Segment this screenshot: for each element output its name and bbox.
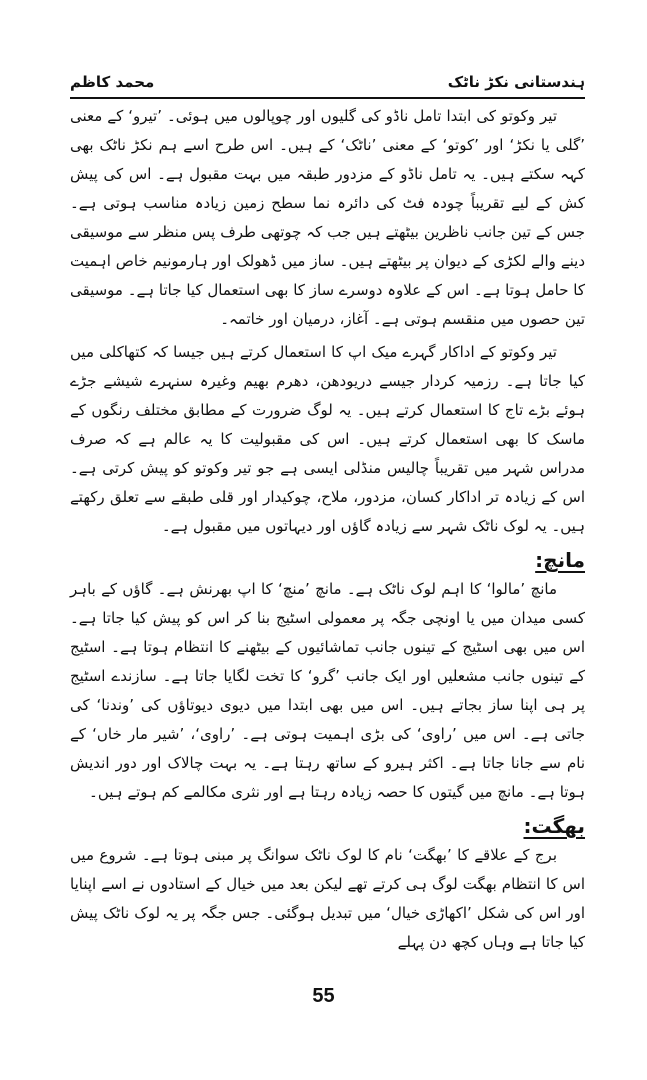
section-heading-bhagat: بھگت: (523, 814, 585, 838)
author-name: محمد کاظم (70, 73, 155, 91)
page-number: 55 (312, 985, 335, 1007)
paragraph-manch: مانچ ’مالوا‘ کا اہم لوک ناٹک ہے۔ مانچ ’منچ‘ کا اپ بھرنش ہے۔ گاؤں کے باہر کسی میدان میں یا اونچی جگہ پر معمولی اسٹیج بنا کر اس کو پیش کیا جاتا ہے۔ اس میں بھی اسٹیج کے تینوں جانب تماشائیوں کے بیٹھنے کا انتظام ہوتا ہے۔ اسٹیج کے تینوں جانب مشعلیں اور ایک جانب ’گرو‘ کا تخت لگایا جاتا ہے۔ سازندے اسٹیج پر ہی اپنا ساز بجاتے ہیں۔ اس میں بھی ابتدا میں دیوی دیوتاؤں کی ’وندنا‘ کی جاتی ہے۔ اس میں ’راوی‘ کی بڑی اہمیت ہوتی ہے۔ ’راوی‘، ’شیر مار خاں‘ کے نام سے جانا جاتا ہے۔ اکثر ہیرو کے ساتھ رہتا ہے۔ یہ بہت چالاک اور دور اندیش ہوتا ہے۔ مانچ میں گیتوں کا حصہ زیادہ رہتا ہے اور نثری مکالمے کم ہوتے ہیں۔ (70, 580, 585, 801)
paragraph-terukkuttu-origin: تیر وکوتو کی ابتدا تامل ناڈو کی گلیوں اور چوپالوں میں ہوئی۔ ’تیرو‘ کے معنی ’گلی یا نکڑ‘ اور ’کوتو‘ کے معنی ’ناٹک‘ کے ہیں۔ اس طرح اسے ہم نکڑ ناٹک بھی کہہ سکتے ہیں۔ یہ تامل ناڈو کے مزدور طبقہ میں بہت مقبول ہے۔ اس کی پیش کش کے لیے تقریباً چودہ فٹ کی دائرہ نما سطح زمین زیادہ مناسب ہوتی ہے۔ جس کے تین جانب ناظرین بیٹھتے ہیں جب کہ چوتھی طرف پس منظر سے موسیقی دینے والے لکڑی کے دیوان پر بیٹھتے ہیں۔ ساز میں ڈھولک اور ہارمونیم خاص اہمیت کا حامل ہوتا ہے۔ اس کے علاوہ دوسرے ساز کا بھی استعمال کیا جاتا ہے۔ موسیقی تین حصوں میں منقسم ہوتی ہے۔ آغاز، درمیان اور خاتمہ۔ (70, 107, 585, 328)
header-rule (70, 97, 585, 99)
paragraph-bhagat: برج کے علاقے کا ’بھگت‘ نام کا لوک ناٹک سوانگ پر مبنی ہوتا ہے۔ شروع میں اس کا انتظام بھگت لوگ ہی کرتے تھے لیکن بعد میں خیال کے استادوں نے اسے اپنایا اور اس کی شکل ’اکھاڑی خیال‘ میں تبدیل ہوگئی۔ جس جگہ پر یہ لوک ناٹک پیش کیا جاتا ہے وہاں کچھ دن پہلے (70, 846, 585, 951)
book-title: ہندستانی نکڑ ناٹک (447, 73, 585, 91)
running-header (70, 70, 585, 94)
paragraph-terukkuttu-makeup: تیر وکوتو کے اداکار گہرے میک اپ کا استعمال کرتے ہیں جیسا کہ کتھاکلی میں کیا جاتا ہے۔ رزمیہ کردار جیسے دریودھن، دھرم بھیم وغیرہ سنہرے شیشے جڑے ہوئے بڑے تاج کا استعمال کرتے ہیں۔ یہ لوگ ضرورت کے مطابق مختلف رنگوں کے ماسک کا بھی استعمال کرتے ہیں۔ اس کی مقبولیت کا یہ عالم ہے کہ صرف مدراس شہر میں تقریباً چالیس منڈلی ایسی ہے جو تیر وکوتو کو پیش کرتی ہے۔ اس کے زیادہ تر اداکار کسان، مزدور، ملاح، چوکیدار اور قلی طبقے سے تعلق رکھتے ہیں۔ یہ لوک ناٹک شہر سے زیادہ گاؤں اور دیہاتوں میں مقبول ہے۔ (70, 343, 585, 535)
page-body (70, 102, 585, 961)
section-heading-manch: مانچ: (535, 548, 585, 572)
